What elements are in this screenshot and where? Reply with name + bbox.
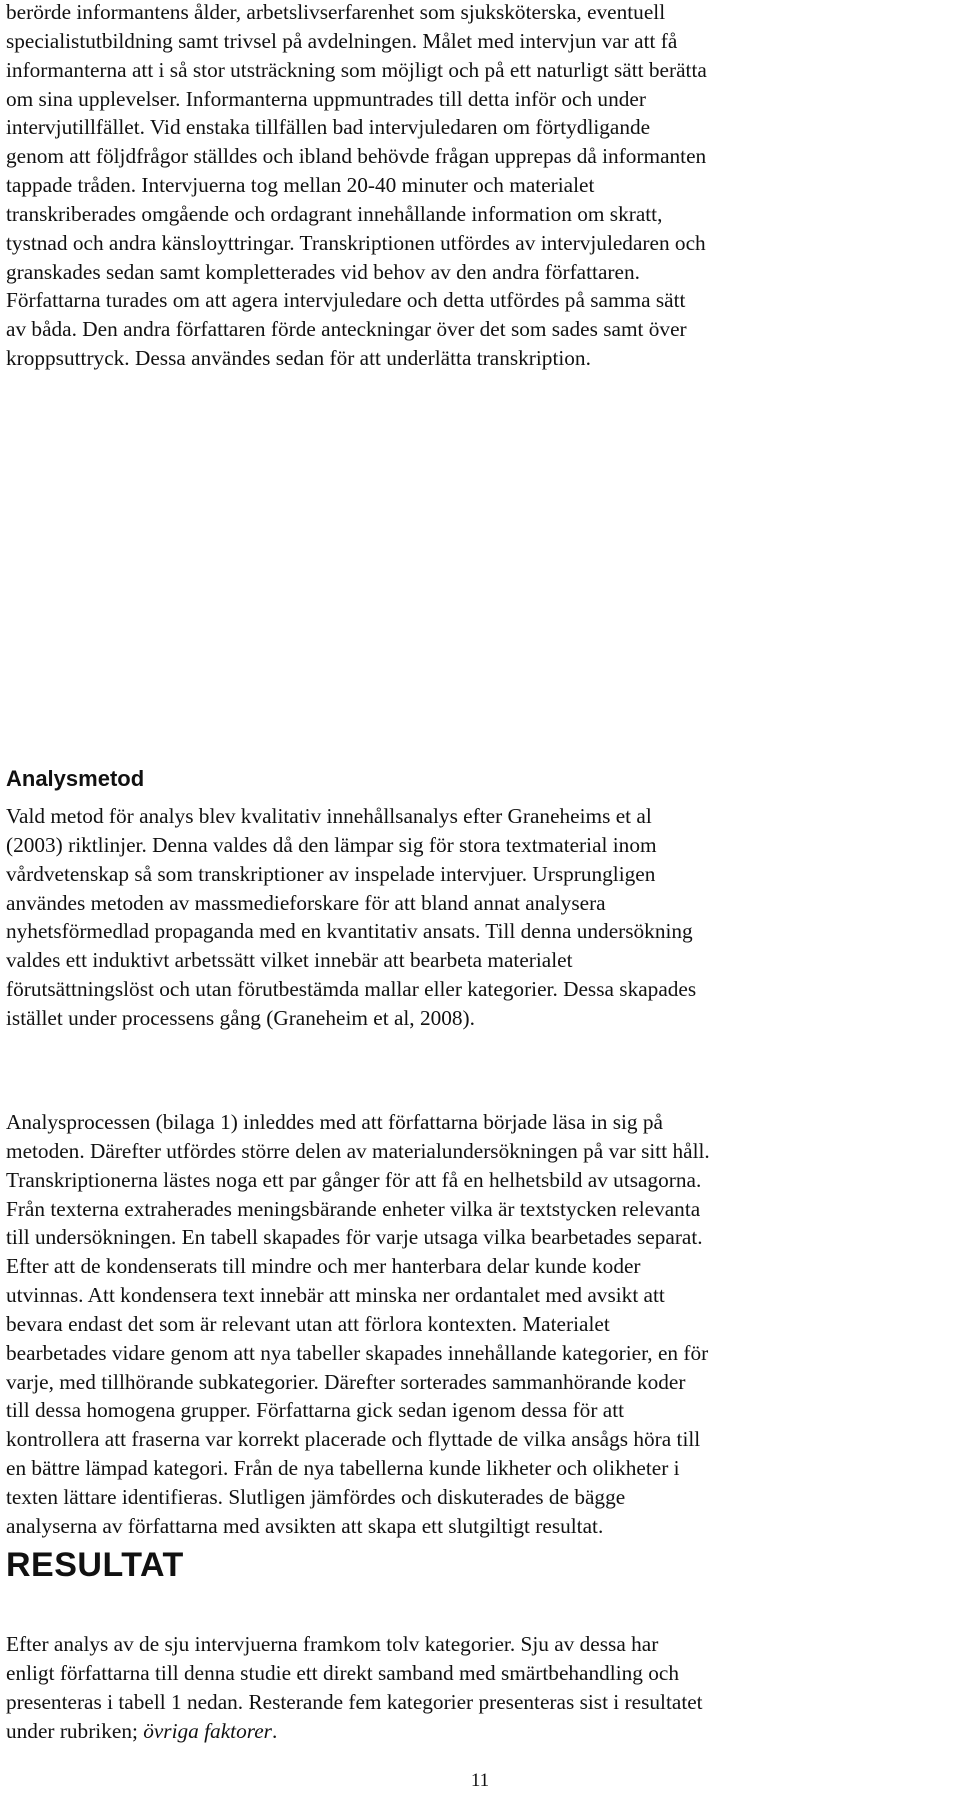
paragraph-analysis-process xyxy=(6,1108,950,1541)
text-line: presenteras i tabell 1 nedan. Resterande fem kategorier presenteras sist i resultatet xyxy=(6,1689,703,1714)
text-line: analyserna av författarna med avsikten att skapa ett slutgiltigt resultat. xyxy=(6,1513,604,1538)
text-line: specialistutbildning samt trivsel på avdelningen. Målet med intervjun var att få xyxy=(6,28,678,53)
text-fragment: . xyxy=(271,1718,278,1743)
text-line: berörde informantens ålder, arbetslivserfarenhet som sjuksköterska, eventuell xyxy=(6,0,666,24)
paragraph-analysis-method xyxy=(6,802,950,1033)
text-line: (2003) riktlinjer. Denna valdes då den lämpar sig för stora textmaterial inom xyxy=(6,832,657,857)
page-number: 11 xyxy=(470,1770,490,1791)
text-fragment: under rubriken; xyxy=(6,1718,144,1743)
text-line xyxy=(6,1717,950,1746)
text-line: istället under processens gång (Graneheim et al, 2008). xyxy=(6,1005,475,1030)
text-line: Vald metod för analys blev kvalitativ innehållsanalys efter Graneheims et al xyxy=(6,804,652,828)
text-line: en bättre lämpad kategori. Från de nya tabellerna kunde likheter och olikheter i xyxy=(6,1456,680,1481)
italic-term: övriga faktorer xyxy=(143,1718,272,1743)
text-line: kroppsuttryck. Dessa användes sedan för att underlätta transkription. xyxy=(6,346,591,371)
text-line: av båda. Den andra författaren förde anteckningar över det som sades samt över xyxy=(6,317,687,342)
text-line: nyhetsförmedlad propaganda med en kvantitativ ansats. Till denna undersökning xyxy=(6,919,693,944)
text-line: Transkriptionerna lästes noga ett par gånger för att få en helhetsbild av utsagorna. xyxy=(6,1167,702,1192)
text-line: om sina upplevelser. Informanterna uppmuntrades till detta inför och under xyxy=(6,86,646,111)
text-line: Analysprocessen (bilaga 1) inleddes med att författarna började läsa in sig på xyxy=(6,1110,664,1134)
text-line: förutsättningslöst och utan förutbestämda mallar eller kategorier. Dessa skapades xyxy=(6,977,697,1002)
text-line: Efter att de kondenserats till mindre och mer hanterbara delar kunde koder xyxy=(6,1254,641,1279)
text-line: utvinnas. Att kondensera text innebär att minska ner ordantalet med avsikt att xyxy=(6,1283,665,1308)
text-line: transkriberades omgående och ordagrant innehållande information om skratt, xyxy=(6,201,663,226)
text-line: till dessa homogena grupper. Författarna gick sedan igenom dessa för att xyxy=(6,1398,625,1423)
section-heading-analysmetod: Analysmetod xyxy=(6,766,145,791)
paragraph-results-intro xyxy=(6,1630,950,1745)
paragraph-interview-procedure xyxy=(6,0,950,373)
text-line: valdes ett induktivt arbetssätt vilket innebär att bearbeta materialet xyxy=(6,948,573,973)
text-line: Efter analys av de sju intervjuerna framkom tolv kategorier. Sju av dessa har xyxy=(6,1632,659,1656)
text-line: granskades sedan samt kompletterades vid behov av den andra författaren. xyxy=(6,259,640,284)
text-line: varje, med tillhörande subkategorier. Därefter sorterades sammanhörande koder xyxy=(6,1369,686,1394)
section-heading-resultat: RESULTAT xyxy=(6,1546,184,1584)
text-line: tappade tråden. Intervjuerna tog mellan 20-40 minuter och materialet xyxy=(6,173,595,198)
text-line: kontrollera att fraserna var korrekt placerade och flyttade de vilka ansågs höra till xyxy=(6,1427,701,1452)
text-line: till undersökningen. En tabell skapades för varje utsaga vilka bearbetades separat. xyxy=(6,1225,703,1250)
text-line: vårdvetenskap så som transkriptioner av inspelade intervjuer. Ursprungligen xyxy=(6,861,656,886)
text-line: metoden. Därefter utfördes större delen av materialundersökningen på var sitt håll. xyxy=(6,1138,710,1163)
text-line: bearbetades vidare genom att nya tabeller skapades innehållande kategorier, en för xyxy=(6,1340,709,1365)
text-line: genom att följdfrågor ställdes och ibland behövde frågan upprepas då informanten xyxy=(6,144,707,169)
text-line: informanterna att i så stor utsträckning som möjligt och på ett naturligt sätt berätta xyxy=(6,57,707,82)
text-line: tystnad och andra känsloyttringar. Transkriptionen utfördes av intervjuledaren och xyxy=(6,230,706,255)
text-line: Från texterna extraherades meningsbärande enheter vilka är textstycken relevanta xyxy=(6,1196,701,1221)
text-line: enligt författarna till denna studie ett direkt samband med smärtbehandling och xyxy=(6,1660,680,1685)
text-line: texten lättare identifieras. Slutligen jämfördes och diskuterades de bägge xyxy=(6,1484,626,1509)
text-line: bevara endast det som är relevant utan att förlora kontexten. Materialet xyxy=(6,1311,610,1336)
text-line: intervjutillfället. Vid enstaka tillfällen bad intervjuledaren om förtydligande xyxy=(6,115,651,140)
text-line: användes metoden av massmedieforskare för att bland annat analysera xyxy=(6,890,606,915)
text-line: Författarna turades om att agera intervjuledare och detta utfördes på samma sätt xyxy=(6,288,686,313)
